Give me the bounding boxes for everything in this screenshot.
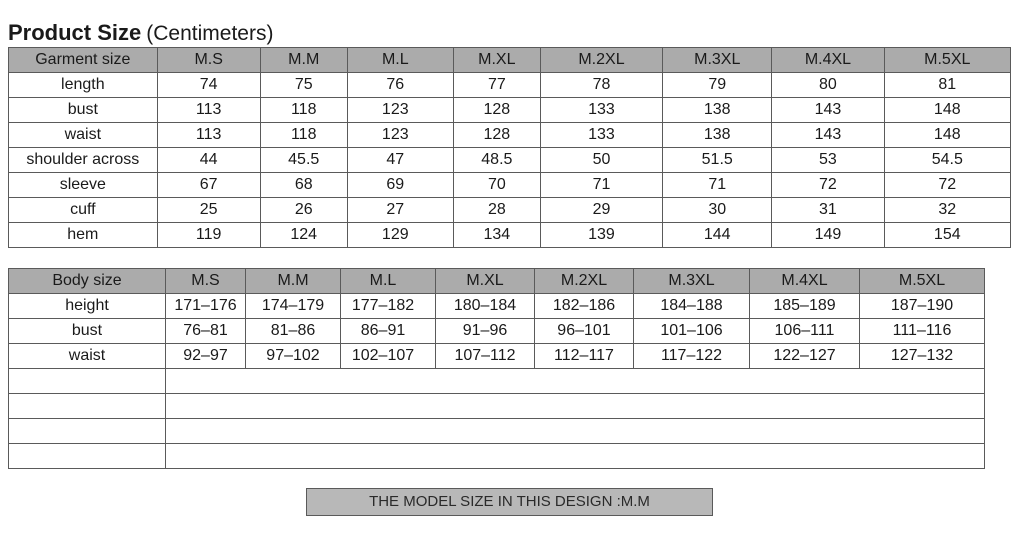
empty-row (9, 369, 985, 394)
table-row (9, 198, 1011, 223)
table-cell: 118 (260, 98, 347, 123)
model-size-note: THE MODEL SIZE IN THIS DESIGN :M.M (306, 488, 713, 516)
row-label: hem (9, 223, 158, 248)
table-cell: 128 (453, 123, 540, 148)
table-cell: 81–86 (246, 319, 341, 344)
table-cell: 123 (347, 98, 453, 123)
row-label: sleeve (9, 173, 158, 198)
table-cell: 111–116 (860, 319, 985, 344)
empty-label-cell (9, 369, 166, 394)
table-cell: 171–176 (166, 294, 246, 319)
table-cell: 106–111 (750, 319, 860, 344)
empty-merged-cell (166, 419, 985, 444)
row-label-header: Garment size (9, 48, 158, 73)
size-header: M.M (246, 269, 341, 294)
table-cell: 25 (157, 198, 260, 223)
size-header: M.S (166, 269, 246, 294)
table-cell: 139 (540, 223, 662, 248)
row-label: bust (9, 98, 158, 123)
empty-label-cell (9, 394, 166, 419)
table-cell: 96–101 (535, 319, 634, 344)
table-row (9, 294, 985, 319)
table-cell: 26 (260, 198, 347, 223)
table-cell: 29 (540, 198, 662, 223)
table-cell: 148 (884, 123, 1010, 148)
table-cell: 47 (347, 148, 453, 173)
table-cell: 48.5 (453, 148, 540, 173)
size-header: M.2XL (535, 269, 634, 294)
title-unit: (Centimeters) (146, 22, 274, 45)
size-header: M.L (347, 48, 453, 73)
table-cell: 77 (453, 73, 540, 98)
row-label: bust (9, 319, 166, 344)
empty-row (9, 419, 985, 444)
size-header: M.5XL (860, 269, 985, 294)
body-size-table (8, 268, 985, 469)
row-label-header: Body size (9, 269, 166, 294)
table-cell: 185–189 (750, 294, 860, 319)
table-cell: 129 (347, 223, 453, 248)
table-cell: 154 (884, 223, 1010, 248)
table-row (9, 319, 985, 344)
table-cell: 76–81 (166, 319, 246, 344)
table-cell: 148 (884, 98, 1010, 123)
table-cell: 53 (772, 148, 884, 173)
size-header: M.3XL (663, 48, 772, 73)
page-title (8, 18, 273, 48)
table-cell: 112–117 (535, 344, 634, 369)
table-cell: 180–184 (436, 294, 535, 319)
size-header: M.4XL (750, 269, 860, 294)
table-row (9, 173, 1011, 198)
table-row (9, 148, 1011, 173)
table-cell: 128 (453, 98, 540, 123)
table-cell: 122–127 (750, 344, 860, 369)
empty-merged-cell (166, 394, 985, 419)
table-cell: 101–106 (634, 319, 750, 344)
table-cell: 79 (663, 73, 772, 98)
table-cell: 92–97 (166, 344, 246, 369)
table-cell: 44 (157, 148, 260, 173)
table-cell: 144 (663, 223, 772, 248)
table-cell: 86–91 (341, 319, 436, 344)
size-header: M.XL (453, 48, 540, 73)
table-cell: 117–122 (634, 344, 750, 369)
empty-row (9, 394, 985, 419)
table-cell: 133 (540, 98, 662, 123)
table-cell: 76 (347, 73, 453, 98)
row-label: waist (9, 344, 166, 369)
table-row (9, 223, 1011, 248)
table-cell: 72 (884, 173, 1010, 198)
table-cell: 97–102 (246, 344, 341, 369)
table-cell: 187–190 (860, 294, 985, 319)
table-cell: 113 (157, 98, 260, 123)
empty-row (9, 444, 985, 469)
table-header-row (9, 269, 985, 294)
table-cell: 69 (347, 173, 453, 198)
row-label: length (9, 73, 158, 98)
table-cell: 32 (884, 198, 1010, 223)
table-cell: 30 (663, 198, 772, 223)
table-cell: 51.5 (663, 148, 772, 173)
row-label: shoulder across (9, 148, 158, 173)
empty-merged-cell (166, 444, 985, 469)
size-header: M.2XL (540, 48, 662, 73)
table-cell: 50 (540, 148, 662, 173)
table-cell: 107–112 (436, 344, 535, 369)
row-label: height (9, 294, 166, 319)
table-cell: 54.5 (884, 148, 1010, 173)
size-header: M.3XL (634, 269, 750, 294)
garment-size-table (8, 47, 1011, 248)
table-header-row (9, 48, 1011, 73)
size-header: M.XL (436, 269, 535, 294)
table-row (9, 98, 1011, 123)
table-cell: 27 (347, 198, 453, 223)
table-cell: 31 (772, 198, 884, 223)
table-cell: 182–186 (535, 294, 634, 319)
table-cell: 184–188 (634, 294, 750, 319)
table-cell: 81 (884, 73, 1010, 98)
size-header: M.L (341, 269, 436, 294)
table-cell: 78 (540, 73, 662, 98)
size-header: M.5XL (884, 48, 1010, 73)
table-row (9, 73, 1011, 98)
table-cell: 133 (540, 123, 662, 148)
table-cell: 80 (772, 73, 884, 98)
table-cell: 127–132 (860, 344, 985, 369)
table-cell: 28 (453, 198, 540, 223)
empty-label-cell (9, 444, 166, 469)
table-cell: 143 (772, 98, 884, 123)
table-cell: 67 (157, 173, 260, 198)
table-cell: 118 (260, 123, 347, 148)
table-cell: 68 (260, 173, 347, 198)
table-cell: 138 (663, 123, 772, 148)
table-cell: 174–179 (246, 294, 341, 319)
table-cell: 72 (772, 173, 884, 198)
table-row (9, 123, 1011, 148)
table-row (9, 344, 985, 369)
table-cell: 123 (347, 123, 453, 148)
table-cell: 149 (772, 223, 884, 248)
table-cell: 71 (663, 173, 772, 198)
table-cell: 138 (663, 98, 772, 123)
table-cell: 124 (260, 223, 347, 248)
table-cell: 75 (260, 73, 347, 98)
table-cell: 45.5 (260, 148, 347, 173)
table-cell: 71 (540, 173, 662, 198)
empty-merged-cell (166, 369, 985, 394)
size-header: M.S (157, 48, 260, 73)
table-cell: 113 (157, 123, 260, 148)
table-cell: 74 (157, 73, 260, 98)
table-cell: 119 (157, 223, 260, 248)
table-cell: 102–107 (341, 344, 436, 369)
table-cell: 70 (453, 173, 540, 198)
size-header: M.4XL (772, 48, 884, 73)
row-label: waist (9, 123, 158, 148)
table-cell: 134 (453, 223, 540, 248)
table-cell: 177–182 (341, 294, 436, 319)
table-cell: 91–96 (436, 319, 535, 344)
row-label: cuff (9, 198, 158, 223)
empty-label-cell (9, 419, 166, 444)
table-cell: 143 (772, 123, 884, 148)
title-main: Product Size (8, 20, 142, 45)
size-header: M.M (260, 48, 347, 73)
